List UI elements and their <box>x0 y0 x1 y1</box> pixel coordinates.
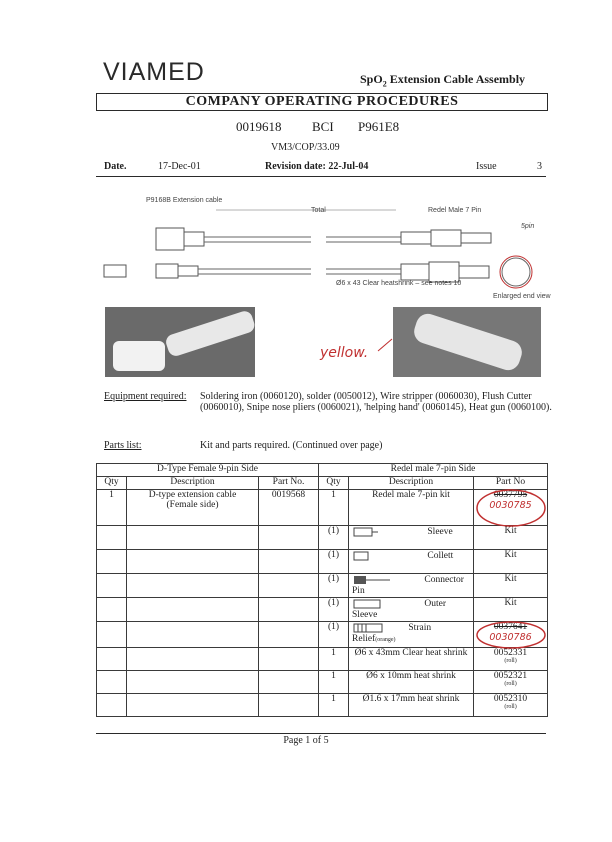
diagram-label-cable: P9168B Extension cable <box>146 197 223 204</box>
cell-rpart: Kit <box>474 550 548 574</box>
company-logo: VIAMED <box>103 58 205 86</box>
col-qty-right: Qty <box>319 477 349 490</box>
parts-text: Kit and parts required. (Continued over page) <box>200 440 383 451</box>
equipment-label: Equipment required: <box>104 391 187 402</box>
cell-rqty: 1 <box>319 671 349 694</box>
table-row <box>97 574 548 598</box>
strain-relief-icon <box>352 622 386 634</box>
cell-rqty: (1) <box>319 622 349 648</box>
header-divider <box>96 176 546 177</box>
col-part-right: Part No <box>474 477 548 490</box>
cell-lqty: 1 <box>97 490 127 526</box>
cell-rqty: (1) <box>319 526 349 550</box>
reference-bci: BCI <box>312 119 334 134</box>
red-circle-annotation <box>474 621 548 649</box>
cell-rdesc: Collett <box>349 550 474 574</box>
page-number: Page 1 of 5 <box>283 735 329 746</box>
table-row <box>97 648 548 671</box>
handwritten-part-no: 0030785 <box>489 500 532 511</box>
parts-table <box>96 463 548 717</box>
table-row <box>97 622 548 648</box>
table-row <box>97 490 548 526</box>
diagram-label-length: Total <box>311 207 326 214</box>
procedures-banner: COMPANY OPERATING PROCEDURES <box>96 93 548 111</box>
dtype-connector-photo <box>105 307 255 377</box>
cell-rqty: (1) <box>319 550 349 574</box>
reference-number: 0019618 <box>236 119 282 134</box>
diagram-label-heatshrink: Ø6 x 43 Clear heatshrink – see notes 10 <box>336 280 462 287</box>
outer-sleeve-icon <box>352 598 384 610</box>
red-circle-annotation <box>474 488 548 528</box>
cell-rpart: 0052321 (roll) <box>474 671 548 694</box>
date-label: Date. <box>104 161 127 172</box>
connector-pin-icon <box>352 574 392 586</box>
group-header-dtype: D-Type Female 9-pin Side <box>97 464 319 477</box>
cell-rdesc: Sleeve <box>349 526 474 550</box>
document-code: VM3/COP/33.09 <box>271 142 340 153</box>
cell-rdesc: Ø1.6 x 17mm heat shrink <box>349 694 474 717</box>
equipment-text: Soldering iron (0060120), solder (0050012), Wire stripper (0060030), Flush Cutter (0060010), Snipe nose pliers (0060021), 'helping hand' (0060145), Heat gun (0060100). <box>200 391 552 413</box>
redel-connector-photo <box>393 307 541 377</box>
cell-rdesc: Outer Sleeve <box>349 598 474 622</box>
col-qty-left: Qty <box>97 477 127 490</box>
cell-rdesc: Ø6 x 10mm heat shrink <box>349 671 474 694</box>
table-row <box>97 671 548 694</box>
col-desc-right: Description <box>349 477 474 490</box>
collett-icon <box>352 550 380 562</box>
table-row <box>97 526 548 550</box>
cell-rqty: 1 <box>319 694 349 717</box>
cell-rqty: 1 <box>319 648 349 671</box>
cell-ldesc: D-type extension cable (Female side) <box>127 490 259 526</box>
annotation-5pin: 5pin <box>521 223 535 230</box>
cell-rpart: 0052310 (roll) <box>474 694 548 717</box>
footer-divider <box>96 733 546 734</box>
table-row <box>97 694 548 717</box>
table-row <box>97 598 548 622</box>
diagram-label-redel: Redel Male 7 Pin <box>428 207 482 214</box>
cell-rpart: 0037795 0030785 <box>474 490 548 526</box>
cell-rqty: 1 <box>319 490 349 526</box>
cell-rpart: Kit <box>474 574 548 598</box>
svg-text:yellow.: yellow. <box>320 345 369 361</box>
col-desc-left: Description <box>127 477 259 490</box>
issue-label: Issue <box>476 161 497 172</box>
handwritten-part-no: 0030786 <box>489 632 532 643</box>
cell-rpart: Kit <box>474 526 548 550</box>
cell-rpart: Kit <box>474 598 548 622</box>
annotation-yellow <box>318 335 393 365</box>
sleeve-icon <box>352 526 380 538</box>
cell-rdesc: Strain Relief(orange) <box>349 622 474 648</box>
cell-lpart: 0019568 <box>259 490 319 526</box>
cell-rdesc: Ø6 x 43mm Clear heat shrink <box>349 648 474 671</box>
col-part-left: Part No. <box>259 477 319 490</box>
cell-rpart: 0037641 0030786 <box>474 622 548 648</box>
cable-diagram <box>96 190 551 306</box>
reference-part: P961E8 <box>358 119 400 134</box>
diagram-label-end-view: Enlarged end view <box>493 293 551 300</box>
cell-rdesc: Redel male 7-pin kit <box>349 490 474 526</box>
date-value: 17-Dec-01 <box>158 161 201 172</box>
cell-rqty: (1) <box>319 574 349 598</box>
revision-date: Revision date: 22-Jul-04 <box>265 161 369 172</box>
cell-rpart: 0052331 (roll) <box>474 648 548 671</box>
cell-rdesc: Connector Pin <box>349 574 474 598</box>
issue-value: 3 <box>537 161 542 172</box>
document-title: SpO$_2$ Extension Cable Assembly <box>360 72 526 89</box>
table-row <box>97 550 548 574</box>
group-header-redel: Redel male 7-pin Side <box>319 464 548 477</box>
parts-label: Parts list: <box>104 440 142 451</box>
cell-rqty: (1) <box>319 598 349 622</box>
